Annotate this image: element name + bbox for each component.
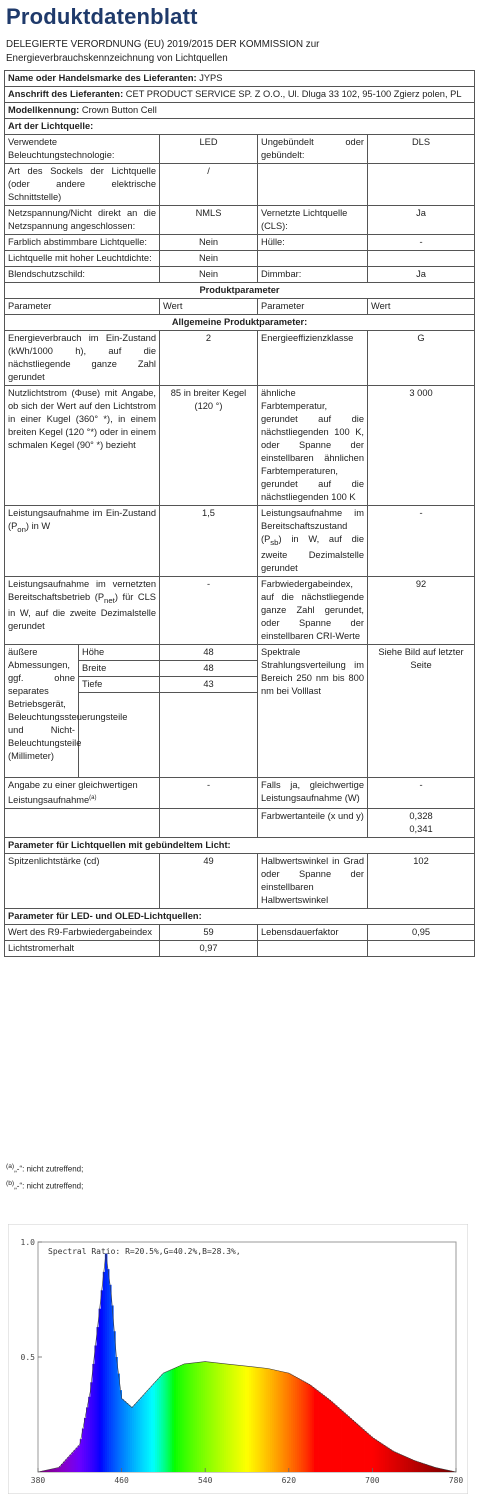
x-tick-label: 460	[114, 1476, 129, 1485]
dimensions-row: Breite 48	[5, 660, 475, 676]
lightsource-row: Art des Sockels der Lichtquelle (oder andere elektrische Schnittstelle) /	[5, 164, 475, 206]
lightsource-row: Lichtquelle mit hoher Leuchtdichte: Nein	[5, 251, 475, 267]
model-id: Crown Button Cell	[81, 105, 157, 115]
chromaticity-row: Farbwertanteile (x und y) 0,328 0,341	[5, 808, 475, 837]
lightsource-heading-row: Art der Lichtquelle:	[5, 119, 475, 135]
peak-intensity-row: Spitzenlichtstärke (cd) 49 Halbwertswinkel in Grad oder Spanne der einstellbaren Halbwertswinkel 102	[5, 853, 475, 908]
model-row: Modellkennung: Crown Button Cell	[5, 103, 475, 119]
params-column-header-row: Parameter Wert Parameter Wert	[5, 299, 475, 315]
supplier-address: CET PRODUCT SERVICE SP. Z O.O., Ul. Dluga 33 102, 95-100 Zgierz polen, PL	[125, 89, 462, 99]
regulation-subtitle: DELEGIERTE VERORDNUNG (EU) 2019/2015 DER KOMMISSION zur Energieverbrauchskennzeichnung von Lichtquellen	[6, 39, 320, 64]
led-heading-row: Parameter für LED- und OLED-Lichtquellen:	[5, 908, 475, 924]
dimensions-row: äußere Abmessungen, ggf. ohne separates Betriebsgerät, Beleuchtungssteuerungsteile und Nicht-Beleuchtungsteile (Millimeter) Höhe 48 Spektrale Strahlungsverteilung im Bereich 250 nm bis 800 nm bei Volllast Siehe Bild auf letzter Seite	[5, 644, 475, 660]
y-tick-label: 0.5	[20, 1353, 35, 1362]
footnotes: $^{(a)}$„-“: nicht zutreffend; $^{(b)}$„-“: nicht zutreffend;	[6, 1163, 84, 1191]
chart-title: Spectral Ratio: R=20.5%,G=40.2%,B=28.3%,	[48, 1247, 241, 1256]
supplier-address-row: Anschrift des Lieferanten: CET PRODUCT SERVICE SP. Z O.O., Ul. Dluga 33 102, 95-100 Zgierz polen, PL	[5, 87, 475, 103]
x-tick-label: 780	[448, 1476, 464, 1485]
page-title: Produktdatenblatt	[6, 4, 198, 29]
x-tick-label: 620	[281, 1476, 297, 1485]
dls-heading-row: Parameter für Lichtquellen mit gebündeltem Licht:	[5, 837, 475, 853]
supplier-name-row: Name oder Handelsmarke des Lieferanten: JYPS	[5, 71, 475, 87]
lightsource-row: Blendschutzschild: Nein Dimmbar: Ja	[5, 267, 475, 283]
product-data-table	[4, 70, 475, 957]
x-tick-label: 540	[197, 1476, 213, 1485]
dimensions-row: Tiefe 43	[5, 676, 475, 692]
lightsource-row: Farblich abstimmbare Lichtquelle: Nein Hülle: -	[5, 235, 475, 251]
y-tick-label: 1.0	[20, 1238, 35, 1247]
lightsource-row: Verwendete Beleuchtungstechnologie: LED Ungebündelt oder gebündelt: DLS	[5, 135, 475, 164]
maintenance-row: Lichtstromerhalt 0,97	[5, 940, 475, 956]
params-heading-row: Produktparameter	[5, 283, 475, 299]
power-net-row: Leistungsaufnahme im vernetzten Bereitschaftsbetrieb $(P_{net})$ für CLS in W, auf die zweite Dezimalstelle gerundet - Farbwiedergabeindex, auf die nächstliegende ganze Zahl gerundet, oder Spanne der einstellbaren CRI-Werte 92	[5, 576, 475, 644]
x-tick-label: 380	[30, 1476, 46, 1485]
general-params-heading-row: Allgemeine Produktparameter:	[5, 315, 475, 331]
lightsource-row: Netzspannung/Nicht direkt an die Netzspannung angeschlossen: NMLS Vernetzte Lichtquelle (CLS): Ja	[5, 206, 475, 235]
x-tick-label: 700	[365, 1476, 380, 1485]
equivalent-power-row: Angabe zu einer gleichwertigen Leistungsaufnahme$^{(a)}$ - Falls ja, gleichwertige Leistungsaufnahme (W) -	[5, 777, 475, 808]
power-on-row: Leistungsaufnahme im Ein-Zustand $(P_{on})$ in W 1,5 Leistungsaufnahme im Bereitschaftszustand $(P_{sb})$ in W, auf die zweite Dezimalstelle gerundet -	[5, 506, 475, 577]
energy-row: Energieverbrauch im Ein-Zustand (kWh/1000 h), auf die nächstliegende ganze Zahl gerundet 2 Energieeffizienzklasse G	[5, 331, 475, 386]
supplier-name: JYPS	[199, 73, 223, 83]
spectral-distribution-chart	[8, 1224, 468, 1494]
flux-row: Nutzlichtstrom (Φuse) mit Angabe, ob sich der Wert auf den Lichtstrom in einer Kugel (360° *), in einem breiten Kegel (120 °*) oder in einem schmalen Kegel (90° *) bezieht 85 in breiter Kegel (120 °) ähnliche Farbtemperatur, gerundet auf die nächstliegenden 100 K, oder Spanne der einstellbaren ähnlichen Farbtemperaturen, gerundet auf die nächstliegenden 100 K 3 000	[5, 386, 475, 506]
r9-row: Wert des R9-Farbwiedergabeindex 59 Lebensdauerfaktor 0,95	[5, 924, 475, 940]
